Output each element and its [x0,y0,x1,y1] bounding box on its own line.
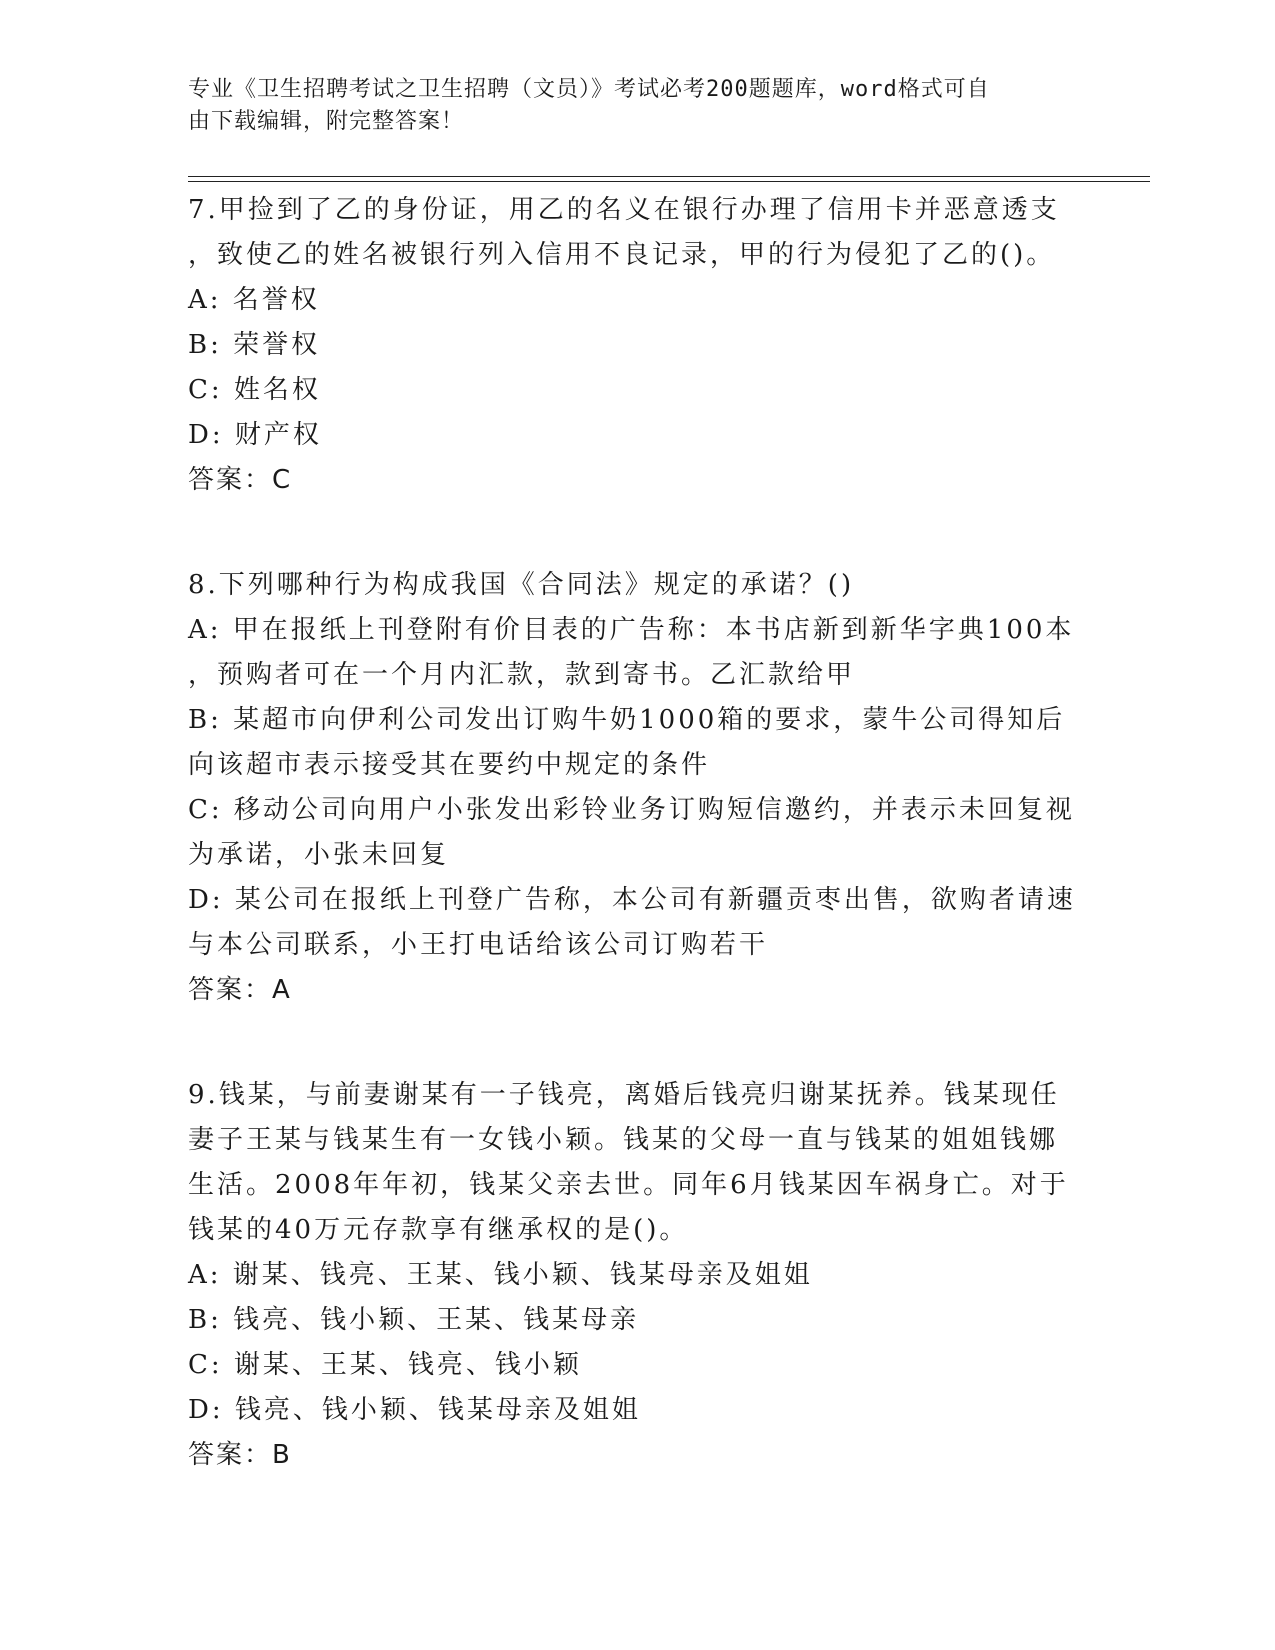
option-b: B: 某超市向伊利公司发出订购牛奶1000箱的要求，蒙牛公司得知后 [188,705,1066,735]
question-list [188,188,1088,1478]
question-spacer [188,503,1088,563]
question-spacer [188,1013,1088,1073]
option-c: C: 移动公司向用户小张发出彩铃业务订购短信邀约，并表示未回复视 [188,795,1075,825]
question-stem-line: 8.下列哪种行为构成我国《合同法》规定的承诺？() [188,570,855,600]
answer-line: 答案：A [188,975,292,1005]
question-9 [188,1073,1088,1478]
question-stem-line: ，致使乙的姓名被银行列入信用不良记录，甲的行为侵犯了乙的()。 [188,240,1056,270]
option-b: B: 荣誉权 [188,330,321,360]
question-stem-line: 7.甲捡到了乙的身份证，用乙的名义在银行办理了信用卡并恶意透支 [188,195,1060,225]
answer-line: 答案：B [188,1440,292,1470]
option-b: B: 钱亮、钱小颖、王某、钱某母亲 [188,1305,640,1335]
option-c: C: 谢某、王某、钱亮、钱小颖 [188,1350,582,1380]
header-line-1: 专业《卫生招聘考试之卫生招聘（文员）》考试必考200题题库，word格式可自 [188,77,990,102]
option-a: A: 名誉权 [188,285,320,315]
option-d: D: 某公司在报纸上刊登广告称，本公司有新疆贡枣出售，欲购者请速 [188,885,1076,915]
question-stem-line: 生活。2008年年初，钱某父亲去世。同年6月钱某因车祸身亡。对于 [188,1170,1069,1200]
option-b-continued: 向该超市表示接受其在要约中规定的条件 [188,750,711,780]
option-a-continued: ，预购者可在一个月内汇款，款到寄书。乙汇款给甲 [188,660,856,690]
option-d-continued: 与本公司联系，小王打电话给该公司订购若干 [188,930,769,960]
question-stem-line: 钱某的40万元存款享有继承权的是()。 [188,1215,689,1245]
option-d: D: 财产权 [188,420,322,450]
option-c: C: 姓名权 [188,375,321,405]
answer-line: 答案：C [188,465,293,495]
document-header [188,74,1068,138]
header-line-2: 由下载编辑，附完整答案！ [188,109,465,134]
option-d: D: 钱亮、钱小颖、钱某母亲及姐姐 [188,1395,641,1425]
question-8 [188,563,1088,1013]
question-7 [188,188,1088,503]
header-divider-bottom [188,181,1150,182]
question-stem-line: 9.钱某，与前妻谢某有一子钱亮，离婚后钱亮归谢某抚养。钱某现任 [188,1080,1060,1110]
option-c-continued: 为承诺，小张未回复 [188,840,450,870]
header-divider-top [188,176,1150,177]
option-a: A: 谢某、钱亮、王某、钱小颖、钱某母亲及姐姐 [188,1260,813,1290]
option-a: A: 甲在报纸上刊登附有价目表的广告称：本书店新到新华字典100本 [188,615,1075,645]
question-stem-line: 妻子王某与钱某生有一女钱小颖。钱某的父母一直与钱某的姐姐钱娜 [188,1125,1059,1155]
